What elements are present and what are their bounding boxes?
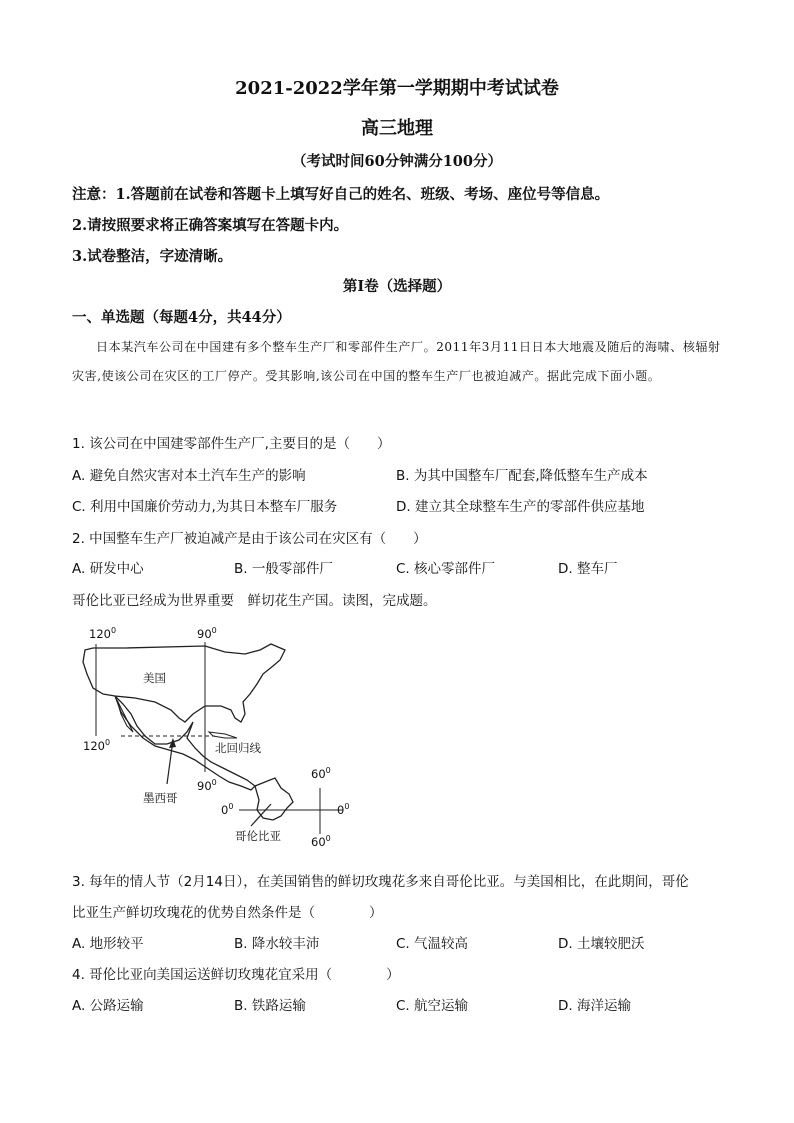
label-lon120-bottom (83, 738, 110, 753)
degree-mark: 0 (325, 766, 331, 775)
section-title: 第I卷（选择题） (342, 278, 452, 295)
note-1: 注意：1.答题前在试卷和答题卡上填写好自己的姓名、班级、考场、座位号等信息。 (72, 186, 610, 203)
q4-option-c[interactable]: C. 航空运输 (396, 998, 469, 1014)
q3-option-d[interactable]: D. 土壤较肥沃 (558, 936, 645, 952)
colombia-arrow (251, 804, 271, 826)
degree-mark: 0 (211, 626, 217, 635)
label-equator-left-value: 0 (221, 802, 229, 817)
cuba-outline (209, 732, 237, 738)
question-4-stem: 4. 哥伦比亚向美国运送鲜切玫瑰花宜采用（ ） (72, 967, 400, 983)
label-colombia: 哥伦比亚 (235, 829, 281, 843)
q3-option-a[interactable]: A. 地形较平 (72, 936, 144, 952)
americas-map-figure (75, 622, 365, 854)
q2-option-c[interactable]: C. 核心零部件厂 (396, 561, 496, 577)
q3-option-c[interactable]: C. 气温较高 (396, 936, 469, 952)
note-2: 2.请按照要求将正确答案填写在答题卡内。 (72, 217, 349, 234)
label-lat60-top-value: 60 (311, 766, 326, 781)
q1-option-a[interactable]: A. 避免自然灾害对本土汽车生产的影响 (72, 468, 306, 484)
passage-1 (72, 333, 732, 391)
section-heading: 一、单选题（每题4分，共44分） (72, 309, 291, 326)
passage-2: 哥伦比亚已经成为世界重要 鲜切花生产国。读图，完成题。 (72, 593, 437, 609)
label-lon120-bottom-value: 120 (83, 738, 105, 753)
question-2-stem: 2. 中国整车生产厂被迫减产是由于该公司在灾区有（ ） (72, 531, 427, 547)
q2-option-d[interactable]: D. 整车厂 (558, 561, 618, 577)
label-lat60-top (311, 766, 331, 781)
label-lon90-top (197, 626, 217, 641)
q3-option-b[interactable]: B. 降水较丰沛 (234, 936, 320, 952)
degree-mark: 0 (344, 802, 350, 811)
colombia-outline (255, 778, 293, 820)
label-equator-right-value: 0 (337, 802, 345, 817)
label-lon120-top (89, 626, 116, 641)
q4-option-d[interactable]: D. 海洋运输 (558, 998, 631, 1014)
q2-option-b[interactable]: B. 一般零部件厂 (234, 561, 333, 577)
americas-map (75, 622, 365, 854)
q1-option-d[interactable]: D. 建立其全球整车生产的零部件供应基地 (396, 499, 645, 515)
q2-option-a[interactable]: A. 研发中心 (72, 561, 144, 577)
label-lat60-bottom-value: 60 (311, 834, 326, 849)
label-lon90-bottom-value: 90 (197, 778, 212, 793)
exam-subject: 高三地理 (361, 118, 433, 139)
label-tropic-of-cancer: 北回归线 (215, 741, 261, 755)
exam-time-note: （考试时间60分钟满分100分） (292, 153, 502, 170)
degree-mark: 0 (110, 626, 117, 635)
degree-mark: 0 (211, 778, 217, 787)
passage-1-text: 日本某汽车公司在中国建有多个整车生产厂和零部件生产厂。2011年3月11日日本大地震及随后的海啸、核辐射灾害,使该公司在灾区的工厂停产。受其影响,该公司在中国的整车生产厂也被迫减产。据此完成下面小题。 (72, 340, 721, 383)
note-3: 3.试卷整洁，字迹清晰。 (72, 248, 233, 265)
q4-option-a[interactable]: A. 公路运输 (72, 998, 144, 1014)
label-equator-left (221, 802, 233, 817)
question-3-stem-line2: 比亚生产鲜切玫瑰花的优势自然条件是（ ） (72, 905, 383, 921)
q4-option-b[interactable]: B. 铁路运输 (234, 998, 306, 1014)
question-1-stem: 1. 该公司在中国建零部件生产厂,主要目的是（ ） (72, 436, 391, 452)
degree-mark: 0 (228, 802, 234, 811)
baja-outline (117, 700, 133, 732)
label-lon120-top-value: 120 (89, 626, 111, 641)
label-usa: 美国 (143, 671, 166, 685)
question-3-stem-line1: 3. 每年的情人节（2月14日），在美国销售的鲜切玫瑰花多来自哥伦比亚。与美国相比，在此期间，哥伦 (72, 874, 689, 890)
label-lon90-bottom (197, 778, 217, 793)
degree-mark: 0 (104, 738, 111, 747)
q1-option-b[interactable]: B. 为其中国整车厂配套,降低整车生产成本 (396, 468, 648, 484)
label-mexico: 墨西哥 (143, 791, 178, 805)
usa-outline (83, 644, 285, 722)
label-equator-right (337, 802, 349, 817)
degree-mark: 0 (325, 834, 331, 843)
exam-title: 2021-2022学年第一学期期中考试试卷 (235, 78, 559, 99)
q1-option-c[interactable]: C. 利用中国廉价劳动力,为其日本整车厂服务 (72, 499, 338, 515)
label-lat60-bottom (311, 834, 331, 849)
label-lon90-top-value: 90 (197, 626, 212, 641)
